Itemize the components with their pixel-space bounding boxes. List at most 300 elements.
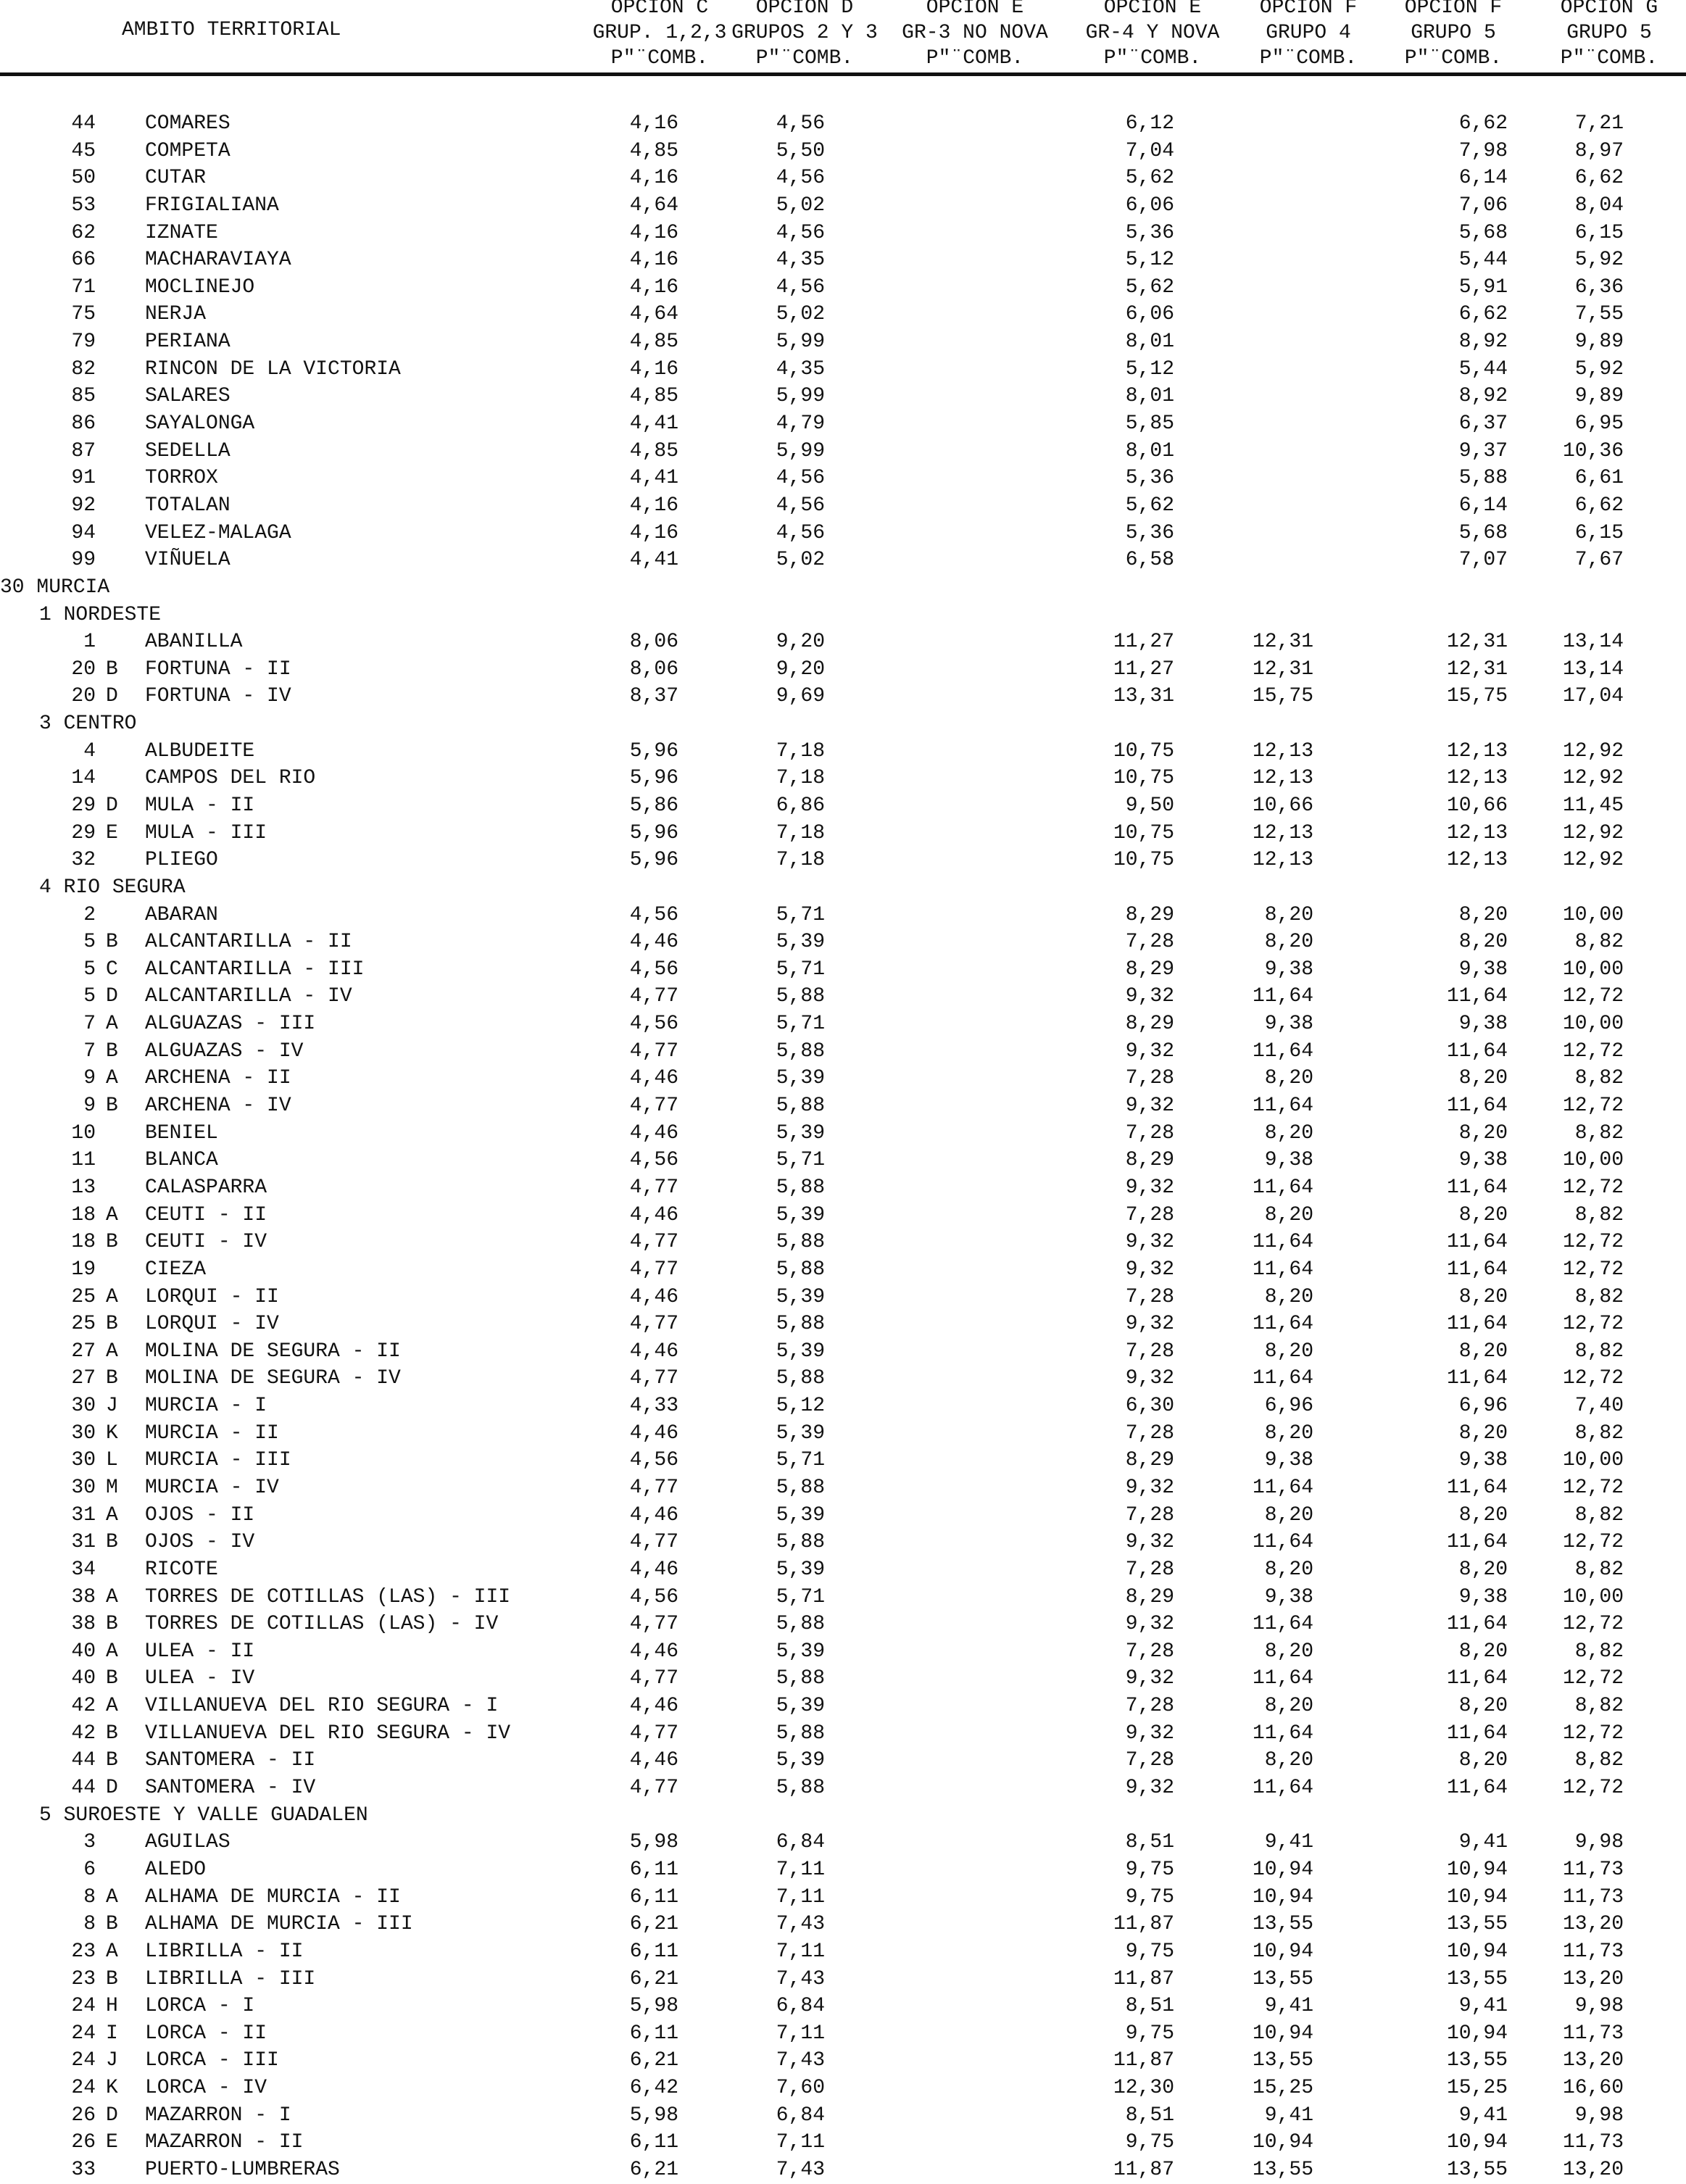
municipality-code: 66 (71, 249, 96, 272)
table-row (0, 1229, 1686, 1256)
table-row (0, 1256, 1686, 1284)
municipality-name: ABANILLA (145, 631, 243, 654)
price-cell: 11,64 (1252, 1258, 1313, 1281)
price-cell: 6,84 (776, 1995, 825, 2018)
price-cell: 6,11 (629, 1940, 678, 1963)
price-cell: 12,31 (1252, 631, 1313, 654)
price-cell: 11,73 (1562, 1885, 1624, 1909)
price-cell: 4,46 (629, 1285, 678, 1308)
municipality-name: CIEZA (145, 1258, 207, 1281)
municipality-code: 85 (71, 385, 96, 408)
price-cell: 8,01 (1125, 385, 1174, 408)
table-row (0, 2075, 1686, 2102)
municipality-code: 5 (83, 931, 96, 954)
price-cell: 5,88 (776, 1367, 825, 1390)
table-row (0, 1065, 1686, 1092)
price-cell: 9,41 (1264, 2104, 1313, 2127)
table-row (0, 138, 1686, 165)
municipality-name: FORTUNA - IV (145, 685, 291, 708)
municipality-name: LIBRILLA - II (145, 1940, 304, 1963)
price-cell: 7,43 (776, 1967, 825, 1990)
price-cell: 15,25 (1446, 2077, 1508, 2100)
price-cell: 8,01 (1125, 439, 1174, 462)
price-cell: 5,99 (776, 439, 825, 462)
price-cell: 9,41 (1458, 1831, 1508, 1854)
price-cell: 8,20 (1264, 1640, 1313, 1663)
price-cell: 5,71 (776, 1449, 825, 1472)
municipality-name: LORCA - IV (145, 2077, 267, 2100)
price-cell: 7,28 (1125, 1421, 1174, 1445)
municipality-code: 33 (71, 2159, 96, 2181)
municipality-code: 23 (71, 1940, 96, 1963)
price-cell: 8,20 (1458, 1749, 1508, 1772)
municipality-code: 87 (71, 439, 96, 462)
price-cell: 4,77 (629, 1531, 678, 1554)
price-cell: 9,38 (1264, 1585, 1313, 1608)
price-cell: 8,29 (1125, 903, 1174, 926)
price-cell: 11,64 (1252, 1176, 1313, 1199)
municipality-name: BLANCA (145, 1149, 218, 1172)
price-cell: 6,62 (1458, 303, 1508, 326)
municipality-name: PLIEGO (145, 849, 218, 872)
price-cell: 5,88 (776, 1095, 825, 1118)
price-cell: 5,88 (776, 1231, 825, 1254)
price-cell: 7,04 (1125, 139, 1174, 162)
price-cell: 5,88 (776, 1313, 825, 1336)
municipality-code: 91 (71, 467, 96, 490)
price-cell: 4,56 (776, 167, 825, 190)
price-cell: 4,77 (629, 1039, 678, 1063)
price-cell: 8,92 (1458, 385, 1508, 408)
price-cell: 12,13 (1252, 767, 1313, 790)
column-header-2-line-1: OPCION D (755, 0, 854, 19)
municipality-code: 75 (71, 303, 96, 326)
municipality-code: 19 (71, 1258, 96, 1281)
municipality-name: MULA - III (145, 821, 267, 844)
municipality-name: NERJA (145, 303, 207, 326)
price-cell: 4,46 (629, 1503, 678, 1527)
price-cell: 4,56 (629, 1449, 678, 1472)
table-row (0, 1092, 1686, 1120)
price-cell: 9,41 (1264, 1995, 1313, 2018)
price-cell: 9,32 (1125, 1777, 1174, 1800)
price-cell: 8,20 (1264, 1503, 1313, 1527)
price-cell: 6,84 (776, 1831, 825, 1854)
group-label: 4 RIO SEGURA (39, 876, 186, 899)
municipality-suffix: H (106, 1995, 118, 2018)
price-cell: 8,82 (1574, 931, 1624, 954)
table-row (0, 220, 1686, 247)
price-cell: 4,41 (629, 467, 678, 490)
group-heading-row (0, 1802, 1686, 1830)
table-row (0, 1911, 1686, 1938)
municipality-suffix: B (106, 1095, 118, 1118)
price-cell: 6,14 (1458, 494, 1508, 517)
price-cell: 4,56 (776, 221, 825, 244)
price-cell: 9,37 (1458, 439, 1508, 462)
price-cell: 4,16 (629, 167, 678, 190)
table-row (0, 192, 1686, 220)
price-cell: 8,51 (1125, 1995, 1174, 2018)
municipality-code: 26 (71, 2104, 96, 2127)
table-row (0, 1502, 1686, 1529)
price-cell: 4,56 (629, 903, 678, 926)
price-cell: 12,72 (1562, 1531, 1624, 1554)
municipality-suffix: D (106, 1777, 118, 1800)
municipality-name: TORRES DE COTILLAS (LAS) - IV (145, 1613, 499, 1636)
column-header-5-line-3: P"¨COMB. (1259, 47, 1358, 70)
price-cell: 13,55 (1252, 2159, 1313, 2181)
price-cell: 7,18 (776, 739, 825, 763)
price-cell: 10,66 (1446, 794, 1508, 817)
price-cell: 11,64 (1446, 1231, 1508, 1254)
price-cell: 4,56 (776, 494, 825, 517)
municipality-code: 79 (71, 331, 96, 354)
municipality-code: 20 (71, 685, 96, 708)
price-cell: 5,36 (1125, 467, 1174, 490)
price-cell: 10,94 (1446, 1858, 1508, 1881)
municipality-code: 31 (71, 1503, 96, 1527)
column-header-2-line-2: GRUPOS 2 Y 3 (731, 22, 878, 44)
municipality-suffix: B (106, 1913, 118, 1936)
price-cell: 12,72 (1562, 985, 1624, 1008)
price-cell: 9,32 (1125, 1367, 1174, 1390)
table-row (0, 1447, 1686, 1474)
municipality-name: LORCA - II (145, 2022, 267, 2045)
price-cell: 5,88 (776, 1613, 825, 1636)
column-header-1-line-1: OPCION C (610, 0, 709, 19)
price-cell: 4,77 (629, 1367, 678, 1390)
municipality-code: 18 (71, 1203, 96, 1226)
price-cell: 4,56 (629, 1149, 678, 1172)
table-row (0, 547, 1686, 574)
price-cell: 4,79 (776, 412, 825, 436)
price-cell: 13,55 (1252, 1913, 1313, 1936)
municipality-name: MULA - II (145, 794, 255, 817)
price-cell: 11,64 (1252, 1722, 1313, 1745)
price-cell: 8,20 (1264, 1421, 1313, 1445)
price-cell: 9,38 (1458, 1449, 1508, 1472)
price-cell: 7,43 (776, 1913, 825, 1936)
price-cell: 10,00 (1562, 903, 1624, 926)
price-cell: 6,12 (1125, 112, 1174, 135)
price-cell: 4,64 (629, 194, 678, 217)
table-row (0, 1856, 1686, 1884)
municipality-code: 6 (83, 1858, 96, 1881)
municipality-code: 8 (83, 1885, 96, 1909)
table-row (0, 628, 1686, 656)
table-row (0, 1884, 1686, 1911)
price-cell: 4,16 (629, 357, 678, 381)
municipality-name: ARCHENA - II (145, 1067, 291, 1090)
municipality-code: 24 (71, 2049, 96, 2072)
price-cell: 4,56 (776, 467, 825, 490)
price-cell: 6,96 (1458, 1395, 1508, 1418)
column-header-3-line-1: OPCION E (926, 0, 1024, 19)
municipality-suffix: M (106, 1477, 118, 1499)
price-cell: 5,44 (1458, 249, 1508, 272)
price-cell: 5,68 (1458, 221, 1508, 244)
price-cell: 12,72 (1562, 1039, 1624, 1063)
municipality-name: SANTOMERA - IV (145, 1777, 316, 1800)
municipality-suffix: D (106, 985, 118, 1008)
price-cell: 6,62 (1458, 112, 1508, 135)
price-cell: 5,44 (1458, 357, 1508, 381)
municipality-code: 44 (71, 1749, 96, 1772)
price-cell: 4,56 (629, 1013, 678, 1036)
municipality-code: 62 (71, 221, 96, 244)
price-cell: 8,20 (1458, 1203, 1508, 1226)
price-cell: 9,75 (1125, 2131, 1174, 2154)
table-row (0, 2129, 1686, 2156)
header-rule (0, 72, 1686, 76)
price-cell: 4,85 (629, 139, 678, 162)
municipality-name: MACHARAVIAYA (145, 249, 291, 272)
municipality-code: 30 (71, 1395, 96, 1418)
table-row (0, 1829, 1686, 1856)
column-header-7-line-3: P"¨COMB. (1560, 47, 1658, 70)
municipality-code: 38 (71, 1585, 96, 1608)
price-cell: 4,85 (629, 385, 678, 408)
price-cell: 5,92 (1574, 249, 1624, 272)
price-cell: 8,82 (1574, 1640, 1624, 1663)
price-cell: 11,64 (1252, 1777, 1313, 1800)
municipality-name: LORCA - I (145, 1995, 255, 2018)
price-cell: 13,55 (1446, 1913, 1508, 1936)
price-cell: 7,28 (1125, 1558, 1174, 1581)
price-cell: 7,11 (776, 2131, 825, 2154)
price-cell: 7,28 (1125, 1503, 1174, 1527)
price-cell: 12,30 (1113, 2077, 1174, 2100)
price-cell: 4,41 (629, 412, 678, 436)
municipality-name: ALBUDEITE (145, 739, 255, 763)
price-cell: 6,95 (1574, 412, 1624, 436)
price-cell: 8,29 (1125, 1149, 1174, 1172)
price-cell: 6,21 (629, 2159, 678, 2181)
municipality-name: RICOTE (145, 1558, 218, 1581)
municipality-code: 18 (71, 1231, 96, 1254)
price-cell: 11,64 (1446, 1258, 1508, 1281)
price-cell: 7,43 (776, 2049, 825, 2072)
price-cell: 5,88 (776, 1722, 825, 1745)
price-cell: 12,92 (1562, 767, 1624, 790)
price-cell: 8,20 (1458, 1121, 1508, 1145)
price-cell: 8,82 (1574, 1121, 1624, 1145)
price-cell: 7,06 (1458, 194, 1508, 217)
price-cell: 7,21 (1574, 112, 1624, 135)
table-row (0, 1365, 1686, 1392)
price-cell: 7,28 (1125, 1749, 1174, 1772)
municipality-code: 30 (71, 1449, 96, 1472)
column-header-4-line-2: GR-4 Y NOVA (1085, 22, 1220, 44)
table-row (0, 956, 1686, 984)
municipality-suffix: D (106, 794, 118, 817)
municipality-code: 86 (71, 412, 96, 436)
municipality-suffix: A (106, 1640, 118, 1663)
table-row (0, 2102, 1686, 2130)
price-cell: 7,18 (776, 767, 825, 790)
municipality-suffix: B (106, 1749, 118, 1772)
price-cell: 16,60 (1562, 2077, 1624, 2100)
municipality-suffix: L (106, 1449, 118, 1472)
table-row (0, 520, 1686, 547)
municipality-name: VIÑUELA (145, 549, 231, 572)
price-cell: 7,67 (1574, 549, 1624, 572)
price-cell: 6,37 (1458, 412, 1508, 436)
price-cell: 8,20 (1458, 1695, 1508, 1718)
municipality-code: 3 (83, 1831, 96, 1854)
price-cell: 10,94 (1252, 1885, 1313, 1909)
municipality-code: 71 (71, 275, 96, 299)
municipality-name: ALCANTARILLA - II (145, 931, 352, 954)
municipality-name: VILLANUEVA DEL RIO SEGURA - I (145, 1695, 499, 1718)
price-cell: 7,11 (776, 1885, 825, 1909)
price-cell: 5,68 (1458, 521, 1508, 544)
price-cell: 10,00 (1562, 1585, 1624, 1608)
price-cell: 11,64 (1446, 1367, 1508, 1390)
price-cell: 5,88 (776, 1039, 825, 1063)
price-cell: 8,20 (1264, 1203, 1313, 1226)
price-cell: 4,35 (776, 249, 825, 272)
municipality-name: CEUTI - IV (145, 1231, 267, 1254)
table-row (0, 1420, 1686, 1448)
price-cell: 5,62 (1125, 167, 1174, 190)
municipality-name: ALCANTARILLA - III (145, 958, 365, 981)
price-cell: 5,99 (776, 331, 825, 354)
municipality-suffix: A (106, 1503, 118, 1527)
price-cell: 4,16 (629, 249, 678, 272)
municipality-suffix: I (106, 2022, 118, 2045)
price-cell: 8,20 (1264, 903, 1313, 926)
price-cell: 11,87 (1113, 1913, 1174, 1936)
municipality-code: 50 (71, 167, 96, 190)
price-cell: 4,56 (776, 521, 825, 544)
price-cell: 11,64 (1446, 1095, 1508, 1118)
price-cell: 7,28 (1125, 1695, 1174, 1718)
table-row (0, 1584, 1686, 1611)
price-cell: 12,13 (1446, 739, 1508, 763)
municipality-name: FORTUNA - II (145, 657, 291, 681)
municipality-name: TORRES DE COTILLAS (LAS) - III (145, 1585, 511, 1608)
price-cell: 8,20 (1264, 1121, 1313, 1145)
price-cell: 4,46 (629, 1340, 678, 1363)
price-cell: 8,82 (1574, 1503, 1624, 1527)
price-cell: 9,32 (1125, 1613, 1174, 1636)
price-cell: 9,38 (1264, 958, 1313, 981)
municipality-code: 92 (71, 494, 96, 517)
municipality-suffix: C (106, 958, 118, 981)
municipality-code: 30 (71, 1421, 96, 1445)
price-cell: 6,11 (629, 2022, 678, 2045)
table-row (0, 438, 1686, 465)
municipality-name: LORQUI - II (145, 1285, 279, 1308)
municipality-name: LORQUI - IV (145, 1313, 279, 1336)
municipality-suffix: E (106, 821, 118, 844)
municipality-code: 4 (83, 739, 96, 763)
price-cell: 13,55 (1446, 2049, 1508, 2072)
price-cell: 12,13 (1252, 849, 1313, 872)
price-cell: 6,14 (1458, 167, 1508, 190)
price-cell: 8,37 (629, 685, 678, 708)
price-cell: 5,39 (776, 1640, 825, 1663)
price-cell: 12,72 (1562, 1667, 1624, 1690)
price-cell: 5,86 (629, 794, 678, 817)
municipality-name: ULEA - II (145, 1640, 255, 1663)
price-cell: 11,64 (1446, 1777, 1508, 1800)
municipality-code: 38 (71, 1613, 96, 1636)
price-cell: 11,27 (1113, 631, 1174, 654)
table-row (0, 1474, 1686, 1502)
price-cell: 6,62 (1574, 494, 1624, 517)
municipality-name: ALGUAZAS - IV (145, 1039, 304, 1063)
price-cell: 6,21 (629, 2049, 678, 2072)
price-cell: 5,88 (776, 1258, 825, 1281)
price-cell: 4,77 (629, 985, 678, 1008)
price-cell: 12,31 (1446, 657, 1508, 681)
price-cell: 7,11 (776, 2022, 825, 2045)
price-cell: 6,96 (1264, 1395, 1313, 1418)
municipality-name: ULEA - IV (145, 1667, 255, 1690)
column-header-4-line-1: OPCION E (1103, 0, 1202, 19)
price-cell: 8,29 (1125, 1449, 1174, 1472)
price-cell: 6,06 (1125, 194, 1174, 217)
price-cell: 10,00 (1562, 1149, 1624, 1172)
column-header-6-line-2: GRUPO 5 (1411, 22, 1496, 44)
municipality-name: CALASPARRA (145, 1176, 267, 1199)
price-cell: 11,64 (1446, 1313, 1508, 1336)
price-cell: 7,43 (776, 2159, 825, 2181)
table-row (0, 683, 1686, 710)
municipality-suffix: J (106, 1395, 118, 1418)
price-cell: 4,56 (776, 112, 825, 135)
table-row (0, 410, 1686, 438)
table-row (0, 1611, 1686, 1638)
price-cell: 5,71 (776, 1585, 825, 1608)
municipality-code: 29 (71, 821, 96, 844)
price-cell: 17,04 (1562, 685, 1624, 708)
price-cell: 7,60 (776, 2077, 825, 2100)
price-cell: 9,41 (1458, 2104, 1508, 2127)
price-cell: 6,11 (629, 2131, 678, 2154)
price-cell: 7,28 (1125, 1121, 1174, 1145)
table-row (0, 110, 1686, 138)
price-cell: 4,16 (629, 275, 678, 299)
price-cell: 11,87 (1113, 2049, 1174, 2072)
price-cell: 4,56 (629, 958, 678, 981)
price-cell: 11,64 (1252, 1667, 1313, 1690)
price-cell: 8,20 (1458, 1067, 1508, 1090)
price-cell: 10,94 (1252, 1858, 1313, 1881)
municipality-code: 44 (71, 112, 96, 135)
price-cell: 12,92 (1562, 821, 1624, 844)
municipality-suffix: K (106, 2077, 118, 2100)
municipality-name: MOCLINEJO (145, 275, 255, 299)
price-cell: 8,06 (629, 631, 678, 654)
price-cell: 11,64 (1446, 1722, 1508, 1745)
table-row (0, 1966, 1686, 1993)
price-cell: 9,32 (1125, 1258, 1174, 1281)
municipality-code: 44 (71, 1777, 96, 1800)
column-header-2-line-3: P"¨COMB. (755, 47, 854, 70)
municipality-suffix: B (106, 1667, 118, 1690)
price-cell: 5,88 (776, 985, 825, 1008)
municipality-name: MURCIA - IV (145, 1477, 279, 1499)
municipality-code: 45 (71, 139, 96, 162)
price-cell: 12,13 (1446, 767, 1508, 790)
price-cell: 11,73 (1562, 2131, 1624, 2154)
price-cell: 8,20 (1458, 1640, 1508, 1663)
price-cell: 4,77 (629, 1477, 678, 1499)
